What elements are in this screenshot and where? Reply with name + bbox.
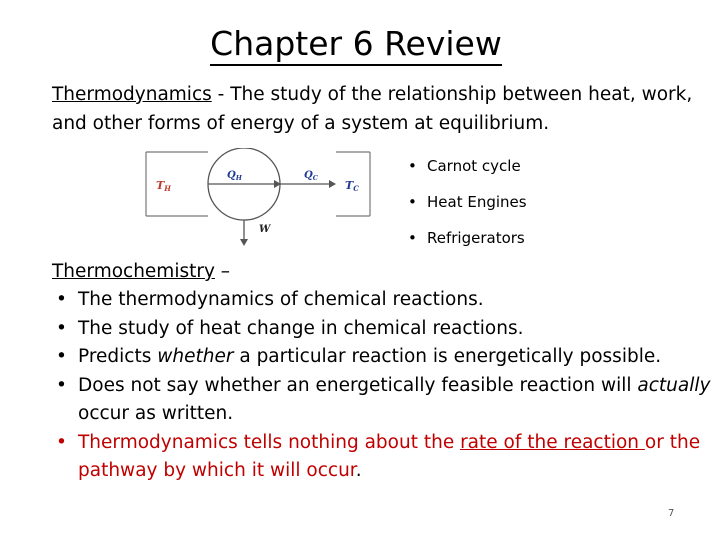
thermodynamics-definition — [52, 80, 712, 138]
topic-list — [408, 148, 527, 256]
q-cold-arrowhead — [329, 180, 336, 188]
thermochemistry-points — [56, 286, 712, 486]
list-item: • The study of heat change in chemical reactions. — [56, 315, 712, 344]
work-arrowhead — [240, 239, 248, 246]
emphasis-actually: actually — [637, 374, 711, 396]
note-list-item: • Thermodynamics tells nothing about the rate of the reaction or the pathway by which it will occur. — [56, 429, 712, 486]
thermochemistry-heading — [52, 258, 230, 286]
slide-title: Chapter 6 Review — [0, 24, 712, 64]
list-item: • Does not say whether an energetically feasible reaction will actually occur as written. — [56, 372, 712, 429]
thermochemistry-term: Thermochemistry — [52, 261, 215, 282]
q-hot-label: $Q_H$ — [227, 170, 242, 182]
q-cold-label: $Q_C$ — [304, 170, 318, 182]
page-number: 7 — [668, 508, 675, 519]
topic-heat-engines: • Heat Engines — [408, 184, 527, 220]
rate-of-reaction-text: rate of the reaction — [460, 431, 645, 453]
t-hot-label: TH — [156, 179, 171, 193]
topic-refrigerators: • Refrigerators — [408, 220, 527, 256]
definition-term: Thermodynamics — [52, 84, 212, 105]
heat-engine-diagram — [144, 148, 374, 248]
topic-carnot-cycle: • Carnot cycle — [408, 148, 527, 184]
t-cold-label: TC — [345, 179, 359, 193]
thermochemistry-dash: – — [214, 261, 231, 282]
list-item: • Predicts whether a particular reaction is energetically possible. — [56, 343, 712, 372]
work-label: W — [259, 224, 271, 235]
note-period: . — [355, 460, 362, 481]
emphasis-whether: whether — [157, 346, 234, 367]
list-item: • The thermodynamics of chemical reactions. — [56, 286, 712, 315]
definition-text: - The study of the relationship between heat, work, and other forms of energy of a system at equilibrium. — [52, 84, 693, 134]
